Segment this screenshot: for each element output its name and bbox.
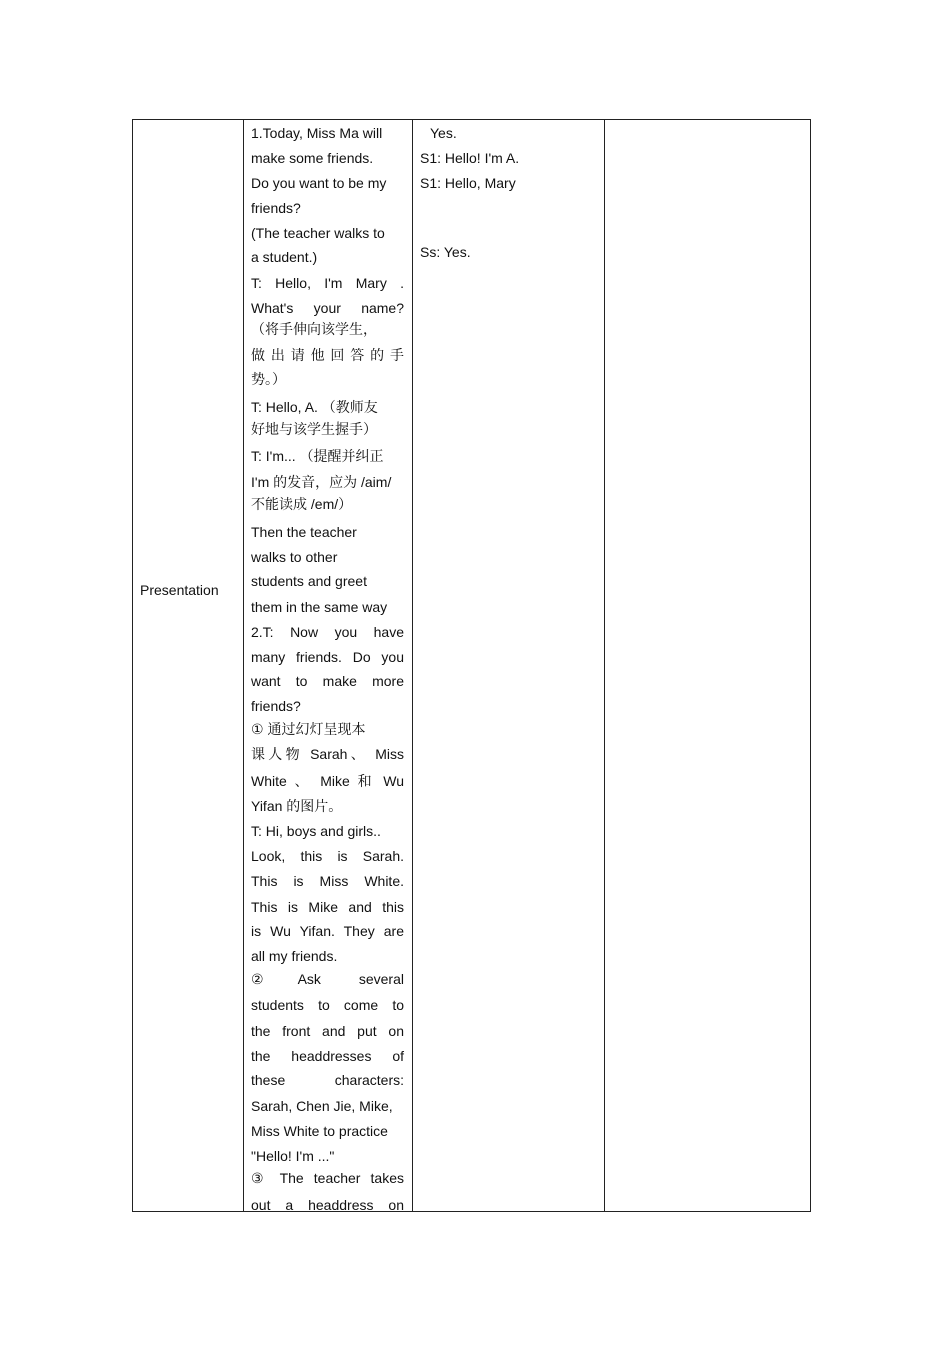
teacher-line: ① 通过幻灯呈现本 [251,721,366,737]
teacher-line: the front and put on [251,1023,404,1039]
student-line: Yes. [430,125,457,141]
teacher-line: students to come to [251,997,404,1013]
stage-cell [133,120,243,1211]
teacher-line: This is Miss White. [251,873,404,889]
teacher-line: walks to other [251,549,338,565]
student-line: S1: Hello, Mary [420,175,516,191]
teacher-line: want to make more [251,673,404,689]
lesson-plan-table [132,119,811,1212]
teacher-line: Yifan 的图片。 [251,798,343,814]
teacher-line: I'm 的发音，应为 /aim/ [251,474,392,490]
teacher-line: What's your name? [251,300,404,316]
teacher-line: (The teacher walks to [251,225,385,241]
teacher-line: 2.T: Now you have [251,624,404,640]
teacher-line: T: Hello, I'm Mary . [251,275,404,291]
teacher-line: many friends. Do you [251,649,404,665]
teacher-line: a student.) [251,249,318,265]
teacher-activity-cell [251,120,406,1211]
teacher-line: all my friends. [251,948,338,964]
column-divider [243,120,244,1211]
teacher-line: students and greet [251,573,367,589]
teacher-line: T: Hi, boys and girls.. [251,823,381,839]
student-line: S1: Hello! I'm A. [420,150,520,166]
notes-cell [605,120,810,1211]
student-activity-cell [420,120,600,1211]
teacher-line: Then the teacher [251,524,357,540]
teacher-line: ②Ask several [251,971,404,987]
teacher-line: ③ The teacher takes [251,1170,404,1186]
teacher-line: White 、 Mike 和 Wu [251,773,404,789]
teacher-line: T: Hello, A. （教师友 [251,399,378,415]
teacher-line: "Hello! I'm ..." [251,1148,335,1164]
teacher-line: them in the same way [251,599,388,615]
column-divider [412,120,413,1211]
teacher-line: 课人物 Sarah、 Miss [251,746,404,762]
teacher-line: friends? [251,200,301,216]
teacher-line: Do you want to be my [251,175,387,191]
teacher-line: Miss White to practice [251,1123,388,1139]
teacher-line: out a headdress on [251,1197,404,1211]
teacher-line: the headdresses of [251,1048,404,1064]
teacher-line: these characters: [251,1072,404,1088]
teacher-line: 势。） [251,371,286,387]
teacher-line: 不能读成 /em/） [251,496,353,512]
teacher-line: Look, this is Sarah. [251,848,404,864]
teacher-line: is Wu Yifan. They are [251,923,404,939]
teacher-line: Sarah, Chen Jie, Mike, [251,1098,393,1114]
teacher-line: friends? [251,698,301,714]
teacher-line: This is Mike and this [251,899,404,915]
stage-label: Presentation [140,582,219,598]
teacher-line: 做 出 请 他 回 答 的 手 [251,347,404,363]
teacher-line: （将手伸向该学生， [251,321,377,337]
teacher-line: 好地与该学生握手） [251,421,377,437]
teacher-line: 1.Today, Miss Ma will [251,125,383,141]
teacher-line: make some friends. [251,150,374,166]
teacher-line: T: I'm... （提醒并纠正 [251,448,384,464]
student-line: Ss: Yes. [420,244,471,260]
